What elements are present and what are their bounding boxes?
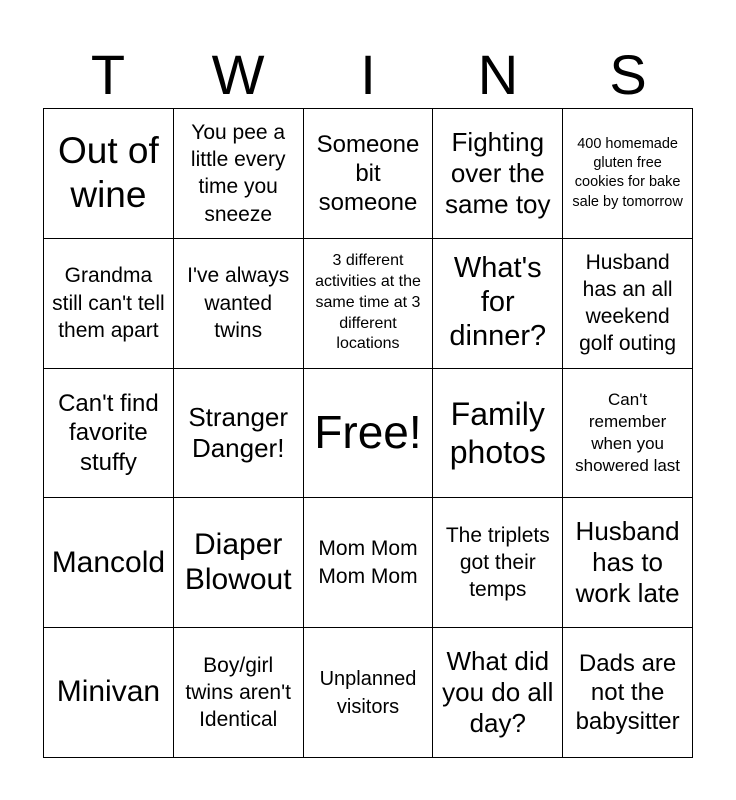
bingo-cell-r4c2[interactable] xyxy=(174,498,304,628)
header-letter-i: I xyxy=(360,43,376,106)
bingo-cell-r3c3[interactable] xyxy=(304,369,434,499)
cell-text: Mancold xyxy=(51,545,166,579)
header-letter-n: N xyxy=(477,43,519,106)
bingo-cell-r2c2[interactable] xyxy=(174,239,304,369)
cell-text: Boy/girl twins aren't Identical xyxy=(185,653,291,732)
cell-text: What's for dinner? xyxy=(449,252,547,353)
cell-text: Unplanned visitors xyxy=(319,667,417,718)
bingo-cell-r1c1[interactable] xyxy=(44,109,174,239)
bingo-cell-r5c4[interactable] xyxy=(433,628,563,758)
cell-text: The triplets got their temps xyxy=(445,523,550,602)
cell-text: Out of wine xyxy=(58,130,159,216)
header-letter-s: S xyxy=(609,43,647,106)
bingo-cell-r4c4[interactable] xyxy=(433,498,563,628)
bingo-cell-r1c4[interactable] xyxy=(433,109,563,239)
cell-text: Husband has to work late xyxy=(575,516,680,609)
cell-text: 400 homemade gluten free cookies for bake sale by tomorrow xyxy=(572,136,683,210)
header-letter-t: T xyxy=(90,43,126,106)
cell-text: Mom Mom Mom Mom xyxy=(318,537,418,588)
bingo-cell-r3c1[interactable] xyxy=(44,369,174,499)
cell-text: Free! xyxy=(314,406,422,459)
header-letter-w: W xyxy=(211,43,265,106)
cell-text: Family photos xyxy=(449,395,546,470)
cell-text: You pee a little every time you sneeze xyxy=(190,120,286,226)
cell-text: Someone bit someone xyxy=(316,130,420,217)
bingo-cell-r4c3[interactable] xyxy=(304,498,434,628)
bingo-cell-r2c4[interactable] xyxy=(433,239,563,369)
cell-text: Fighting over the same toy xyxy=(445,126,551,219)
bingo-cell-r2c1[interactable] xyxy=(44,239,174,369)
bingo-cell-r1c3[interactable] xyxy=(304,109,434,239)
bingo-header xyxy=(43,42,693,108)
cell-text: Diaper Blowout xyxy=(184,528,292,596)
bingo-cell-r5c5[interactable] xyxy=(563,628,693,758)
cell-text: Stranger Danger! xyxy=(188,401,289,463)
bingo-cell-r5c2[interactable] xyxy=(174,628,304,758)
cell-text: Can't remember when you showered last xyxy=(575,389,681,476)
bingo-cell-r3c2[interactable] xyxy=(174,369,304,499)
cell-text: 3 different activities at the same time at 3 different locations xyxy=(315,252,421,353)
cell-text: Dads are not the babysitter xyxy=(575,649,680,736)
bingo-cell-r1c2[interactable] xyxy=(174,109,304,239)
bingo-cell-r5c3[interactable] xyxy=(304,628,434,758)
cell-text: Grandma still can't tell them apart xyxy=(52,264,165,342)
cell-text: What did you do all day? xyxy=(442,645,554,739)
bingo-cell-r4c5[interactable] xyxy=(563,498,693,628)
cell-text: Husband has an all weekend golf outing xyxy=(579,250,677,356)
cell-text: Minivan xyxy=(56,675,161,709)
bingo-cell-r2c3[interactable] xyxy=(304,239,434,369)
bingo-cell-r1c5[interactable] xyxy=(563,109,693,239)
bingo-cell-r5c1[interactable] xyxy=(44,628,174,758)
cell-text: Can't find favorite stuffy xyxy=(58,390,159,476)
bingo-cell-r3c5[interactable] xyxy=(563,369,693,499)
bingo-cell-r3c4[interactable] xyxy=(433,369,563,499)
bingo-board xyxy=(43,108,693,758)
bingo-cell-r4c1[interactable] xyxy=(44,498,174,628)
bingo-cell-r2c5[interactable] xyxy=(563,239,693,369)
cell-text: I've always wanted twins xyxy=(187,264,290,342)
